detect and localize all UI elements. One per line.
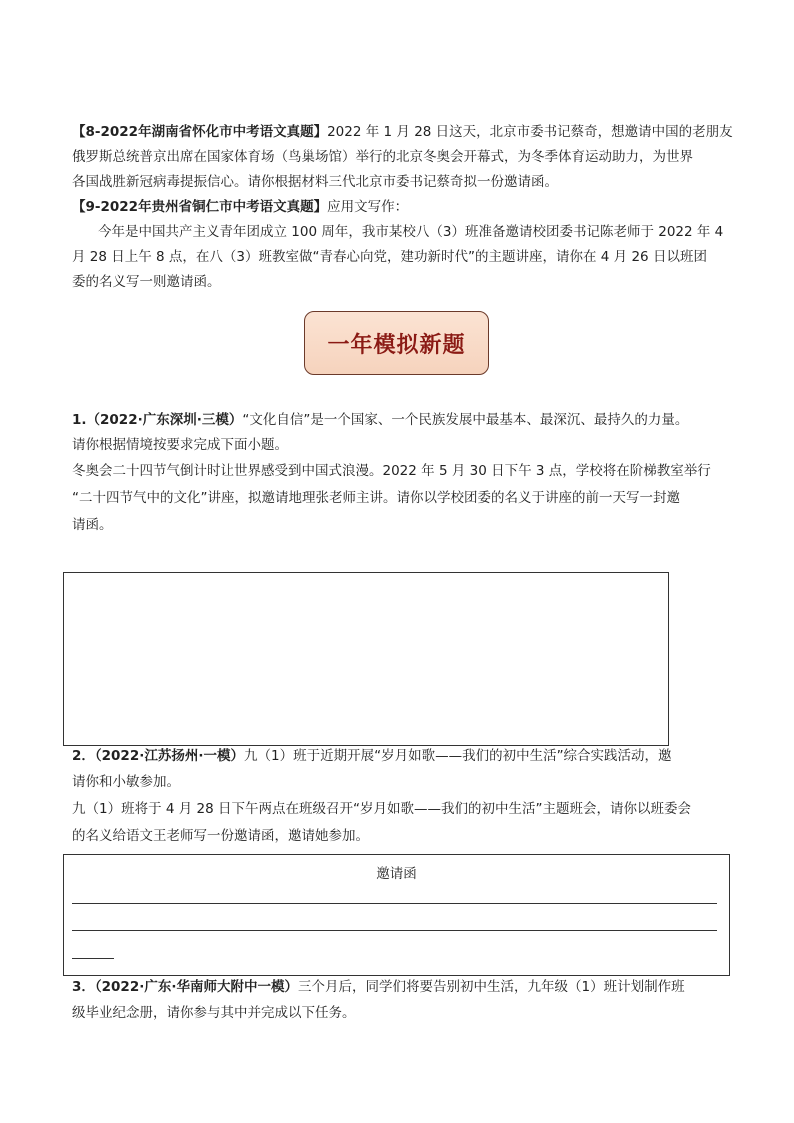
- q1-line-5: 请函。: [72, 517, 113, 533]
- q1-text-1: “文化自信”是一个国家、一个民族发展中最基本、最深沉、最持久的力量。: [242, 412, 689, 428]
- answer-rule-3: [72, 958, 114, 959]
- q2-invitation-title: 邀请函: [376, 866, 417, 882]
- q1-line-1: [72, 409, 688, 431]
- q1-line-4: “二十四节气中的文化”讲座，拟邀请地理张老师主讲。请你以学校团委的名义于讲座的前一天写一封邀: [72, 490, 680, 506]
- q2-line-3: 九（1）班将于 4 月 28 日下午两点在班级召开“岁月如歌——我们的初中生活”主题班会，请你以班委会: [72, 801, 692, 817]
- q3-source-tag: 3．（2022·广东·华南师大附中一模）: [72, 979, 298, 995]
- q9-line-2: 月 28 日上午 8 点，在八（3）班教室做“青春心向党，建功新时代”的主题讲座，请你在 4 月 26 日以班团: [72, 249, 707, 265]
- q9-head-tail: 应用文写作：: [327, 199, 409, 215]
- q8-source-tag: 【8-2022年湖南省怀化市中考语文真题】: [72, 124, 328, 140]
- section-banner: [304, 311, 489, 375]
- q9-line-head: [72, 196, 408, 218]
- q2-source-tag: 2．（2022·江苏扬州·一模）: [72, 748, 244, 764]
- q1-line-2: 请你根据情境按要求完成下面小题。: [72, 437, 288, 453]
- q3-text-1: 三个月后，同学们将要告别初中生活，九年级（1）班计划制作班: [297, 979, 685, 995]
- q2-line-1: [72, 745, 672, 767]
- q9-source-tag: 【9-2022年贵州省铜仁市中考语文真题】: [72, 199, 328, 215]
- q3-line-2: 级毕业纪念册，请你参与其中并完成以下任务。: [72, 1005, 356, 1021]
- q1-answer-box[interactable]: [63, 572, 669, 746]
- q1-source-tag: 1.（2022·广东深圳·三模）: [72, 412, 243, 428]
- q8-line-1: [72, 121, 733, 143]
- answer-rule-1: [72, 903, 717, 904]
- q8-line-3: 各国战胜新冠病毒提振信心。请你根据材料三代北京市委书记蔡奇拟一份邀请函。: [72, 174, 558, 190]
- q9-line-3: 委的名义写一则邀请函。: [72, 274, 221, 290]
- q9-line-1: 今年是中国共产主义青年团成立 100 周年，我市某校八（3）班准备邀请校团委书记陈老师于 2022 年 4: [98, 224, 724, 240]
- q3-line-1: [72, 976, 685, 998]
- answer-rule-2: [72, 930, 717, 931]
- section-banner-title: 一年模拟新题: [327, 331, 466, 358]
- q8-line-2: 俄罗斯总统普京出席在国家体育场（鸟巢场馆）举行的北京冬奥会开幕式，为冬季体育运动助力，为世界: [72, 149, 693, 165]
- q8-text-1: 2022 年 1 月 28 日这天，北京市委书记蔡奇，想邀请中国的老朋友: [327, 124, 733, 140]
- q1-line-3: 冬奥会二十四节气倒计时让世界感受到中国式浪漫。2022 年 5 月 30 日下午 3 点，学校将在阶梯教室举行: [72, 463, 711, 479]
- q2-line-2: 请你和小敏参加。: [72, 774, 180, 790]
- q2-line-4: 的名义给语文王老师写一份邀请函，邀请她参加。: [72, 828, 369, 844]
- q2-text-1: 九（1）班于近期开展“岁月如歌——我们的初中生活”综合实践活动，邀: [243, 748, 672, 764]
- q2-invitation-box[interactable]: [63, 854, 730, 976]
